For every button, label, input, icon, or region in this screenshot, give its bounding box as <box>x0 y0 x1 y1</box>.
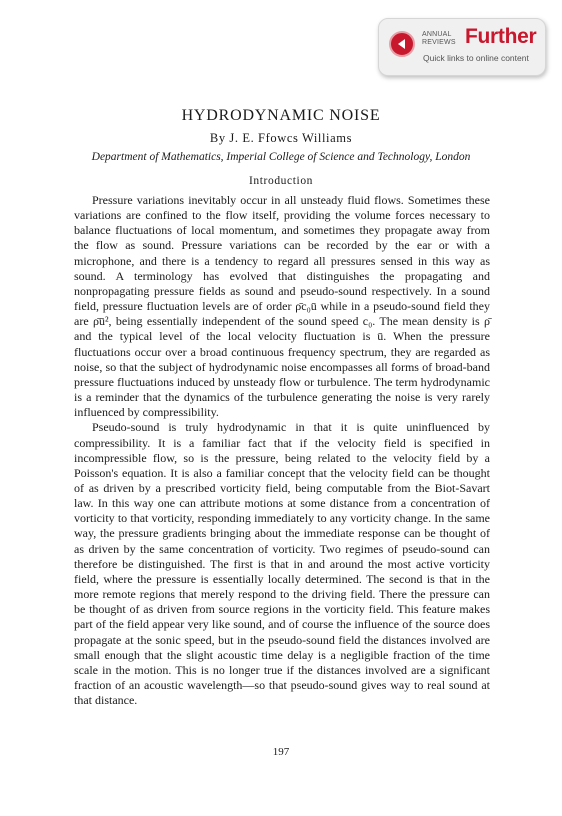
further-tagline: Quick links to online content <box>423 53 529 63</box>
article-author: By J. E. Ffowcs Williams <box>209 131 353 145</box>
body-text <box>74 193 490 708</box>
paragraph: Pseudo-sound is truly hydrodynamic in that it is quite uninfluenced by compressibility. It is a familiar fact that if the velocity field is specified in incompressible flow, so is the pressure, being related to the velocity field by a Poisson's equation. It is also a familiar concept that the velocity field can be thought of as driven by a prescribed vorticity field, being computable from the Biot-Savart law. In this way one can attribute motions at some distance from a concentration of vorticity to that vorticity, responding immediately to any vorticity change. In the same way, the pressure gradients bringing about the immediate response can be thought of as driven by the same concentration of vorticity. Two regimes of pseudo-sound can therefore be distinguished. The first is that in and around the most active vorticity field, where the pressure is essentially locally determined. The second is that in the more remote regions that merely respond to the driving field. There the pressure can be thought of as driven from source regions in the vorticity field. This feature makes part of the field appear very like sound, and of course the influence of the source does propagate at the sonic speed, but in the pseudo-sound field the distances involved are small enough that the slight acoustic time delay is a negligible fraction of the time scale in the motion. This is no longer true if the distances involved are a significant fraction of an acoustic wavelength—so that pseudo-sound gives way to real sound at that distance. <box>74 420 490 708</box>
further-label: Further <box>465 25 537 48</box>
annual-reviews-brand: ANNUAL REVIEWS <box>422 31 456 46</box>
author-affiliation: Department of Mathematics, Imperial College of Science and Technology, London <box>91 151 471 163</box>
article-title: HYDRODYNAMIC NOISE <box>181 107 381 124</box>
annual-reviews-further-badge[interactable] <box>378 18 546 76</box>
further-logo-icon <box>389 31 415 57</box>
section-heading: Introduction <box>248 175 314 187</box>
page-number: 197 <box>272 746 290 758</box>
paragraph: Pressure variations inevitably occur in all unsteady fluid flows. Sometimes these variations are confined to the flow itself, providing the volume forces necessary to balance fluctuations of local momentum, and sometimes they propagate away from the flow as sound. Pressure variations can be recorded by the ear or with a microphone, and there is a tendency to regard all pressures sensed in this way as sound. A terminology has evolved that distinguishes the propagating and nonpropagating pressure fields as sound and pseudo-sound respectively. In a sound field, pressure fluctuation levels are of order ρ̄c₀ū while in a pseudo-sound field they are ρ̄ū², being essentially independent of the sound speed c₀. The mean density is ρ̄ and the typical level of the local velocity fluctuation is ū. When the pressure fluctuations occur over a broad continuous frequency spectrum, they are regarded as noise, so that the subject of hydrodynamic noise encompasses all forms of broad-band pressure fluctuations induced by unsteady flow or turbulence. The term hydrodynamic is a reminder that the dynamics of the turbulence generating the noise is very rarely influenced by compressibility. <box>74 193 490 420</box>
